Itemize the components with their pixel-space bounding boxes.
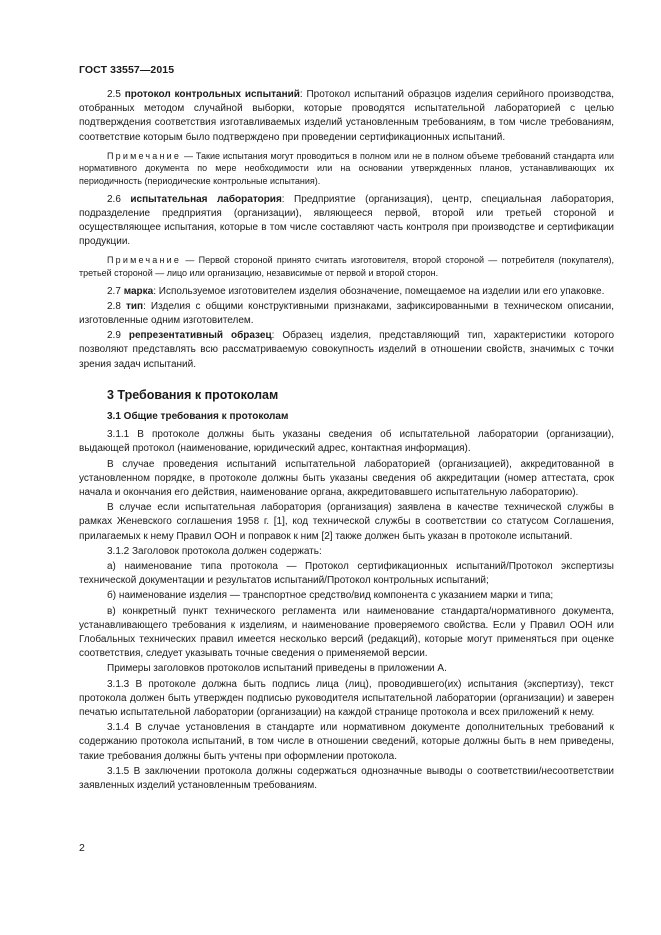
clause-number: 2.6 (107, 193, 131, 205)
clause-number: 2.9 (107, 330, 129, 342)
paragraph: 3.1.1 В протоколе должны быть указаны сведения об испытательной лаборатории (организации), выдающей протокол (наименование, юридический адрес, контактная информация). (79, 429, 614, 455)
paragraph: В случае если испытательная лаборатория (организация) заявлена в качестве технической службы в рамках Женевского соглашения 1958 г. [1], код технической службы в соответствии со статусом Соглашения, прилагаемых к нему Правил ООН и поправок к ним [2] также должен быть указан в протоколе испытаний. (79, 502, 614, 542)
definition-text: : Предприятие (организация), центр, специальная лаборатория, подразделение предприятия (организации), являющееся первой, второй или третьей стороной и осуществляющее испытания, которые в том числе составляют часть контроля при производстве и сертификации продукции. (79, 193, 614, 248)
note-2-6 (79, 254, 614, 279)
clause-number: 2.5 (107, 89, 125, 100)
note-label: Примечание (107, 150, 182, 161)
clause-number: 2.8 (107, 300, 126, 312)
note-label: Примечание (107, 255, 182, 266)
clause-number: 2.7 (107, 285, 124, 297)
defined-term: репрезентативный образец (128, 330, 272, 342)
defined-term: испытательная лаборатория (130, 193, 282, 205)
definition-2-6 (79, 193, 614, 250)
note-2-5 (79, 150, 614, 188)
paragraph: 3.1.2 Заголовок протокола должен содержать: (107, 545, 322, 557)
document-header: ГОСТ 33557—2015 (79, 64, 175, 76)
paragraph: 3.1.3 В протоколе должна быть подпись лица (лиц), проводившего(их) испытания (экспертизу), текст протокола должен быть утвержден подписью руководителя испытательной лаборатории (организации) и заверен печатью испытательной лаборатории (организации) на каждой странице протокола и всех приложений к нему. (79, 678, 614, 719)
definition-text: : Образец изделия, представляющий тип, характеристики которого позволяют представлять всю рассматриваемую совокупность изделий в отношении свойств, значимых с точки зрения задач испытаний. (79, 330, 614, 370)
definition-text: : Изделия с общими конструктивными признаками, зафиксированными в техническом описании, изготовленные одним изготовителем. (79, 300, 614, 326)
list-item: в) конкретный пункт технического регламента или наименование стандарта/нормативного документа, устанавливающего требования к изделиям, и наименование проверяемого свойства. Если у Правил ООН или Глобальных технических правил имеется несколько версий (редакций), которые могут применяться при оценке соответствия, следует указывать точные сведения о применяемой версии. (79, 605, 614, 660)
subsection-3-1-heading: 3.1 Общие требования к протоколам (107, 411, 289, 423)
section-3-heading: 3 Требования к протоколам (107, 387, 279, 402)
document-body (79, 88, 614, 794)
defined-term: марка (123, 285, 154, 297)
defined-term: тип (125, 300, 144, 312)
definition-2-7 (79, 285, 614, 299)
definition-2-5 (79, 88, 614, 145)
paragraph: Примеры заголовков протоколов испытаний приведены в приложении А. (107, 663, 447, 675)
page-number: 2 (79, 842, 85, 854)
paragraph: В случае проведения испытаний испытательной лабораторией (организацией), аккредитованной в установленном порядке, в протоколе должны быть указаны сведения об аккредитации (номер аттестата, срок начала и окончания его действия, наименование органа, аккредитовавшего испытательную лабораторию). (79, 458, 614, 499)
definition-text: : Протокол испытаний образцов изделия серийного производства, отобранных методом случайной выборки, которые проводятся испытательной лабораторией с целью подтверждения соответствия изготавливаемых изделий установленным требованиям, в том числе требованиям, соответствие которым было подтверждено при проведении сертификационных испытаний. (79, 89, 614, 143)
list-item: б) наименование изделия — транспортное средство/вид компонента с указанием марки и типа; (107, 590, 554, 602)
paragraph: 3.1.4 В случае установления в стандарте или нормативном документе дополнительных требований к содержанию протокола испытаний, в том числе в отношении сведений, которые должны быть в нем приведены, такие требования должны быть учтены при оформлении протокола. (79, 722, 614, 762)
definition-2-9 (79, 329, 614, 372)
list-item: а) наименование типа протокола — Протокол сертификационных испытаний/Протокол экспертизы технической документации и результатов испытаний/Протокол контрольных испытаний; (79, 561, 614, 587)
note-text: — Первой стороной принято считать изготовителя, второй стороной — потребителя (покупателя), третьей стороной — лицо или организацию, независимые от первой и второй сторон. (79, 255, 614, 278)
note-text: — Такие испытания могут проводиться в полном или не в полном объеме требований стандарта или нормативного документа по мере необходимости или на основании утвержденных планов, устанавливающих их периодичность (периодические контрольные испытания). (79, 150, 614, 186)
definition-text: : Используемое изготовителем изделия обозначение, помещаемое на изделии или его упаковке. (153, 285, 605, 297)
definition-2-8 (79, 300, 614, 328)
defined-term: протокол контрольных испытаний (124, 89, 300, 100)
paragraph: 3.1.5 В заключении протокола должны содержаться однозначные выводы о соответствии/несоответствии заявленных изделий установленным требованиям. (79, 765, 614, 792)
